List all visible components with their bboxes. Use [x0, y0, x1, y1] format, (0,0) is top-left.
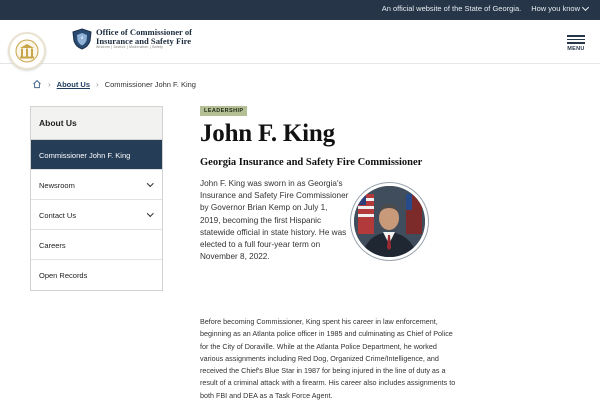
sidebar-item-newsroom[interactable] [31, 170, 162, 200]
sidebar-item-label: Contact Us [39, 211, 77, 220]
section-sidebar-nav [30, 106, 163, 291]
hamburger-icon [567, 35, 585, 37]
how-you-know-label: How you know [531, 4, 580, 13]
sidebar-item-open-records[interactable] [31, 260, 162, 290]
sidebar-item-commissioner[interactable] [31, 140, 162, 170]
agency-shield-icon [72, 28, 92, 50]
commissioner-portrait [351, 183, 428, 260]
breadcrumb-separator: › [48, 79, 51, 89]
agency-name-line1: Office of Commissioner of [96, 27, 193, 38]
breadcrumb-current: Commissioner John F. King [104, 79, 196, 89]
menu-label: MENU [567, 45, 585, 52]
agency-tagline: Wisdom | Justice | Moderation | Safety [96, 45, 164, 50]
sidebar-header[interactable]: About Us [31, 107, 162, 140]
page-title: John F. King [200, 120, 335, 147]
official-site-text: An official website of the State of Georgia. [381, 4, 522, 13]
chevron-down-icon[interactable] [147, 210, 153, 216]
sidebar-item-label: Open Records [39, 271, 88, 280]
hamburger-icon-bar [567, 39, 585, 41]
how-you-know-toggle[interactable] [531, 4, 588, 13]
sidebar-item-contact-us[interactable] [31, 200, 162, 230]
agency-logo-link[interactable] [72, 28, 192, 50]
menu-button[interactable] [564, 33, 588, 52]
georgia-seal-logo[interactable] [8, 32, 46, 70]
agency-name-line2: Insurance and Safety Fire [96, 35, 192, 46]
leadership-badge: LEADERSHIP [200, 106, 247, 116]
sidebar-item-label: Newsroom [39, 181, 75, 190]
breadcrumb-separator: › [96, 79, 99, 89]
chevron-down-icon [582, 3, 589, 10]
sidebar-item-label: Careers [39, 241, 66, 250]
page-subtitle: Georgia Insurance and Safety Fire Commissioner [200, 157, 423, 168]
chevron-down-icon[interactable] [147, 180, 153, 186]
breadcrumb [32, 79, 196, 89]
sidebar-item-label: Commissioner John F. King [39, 151, 131, 160]
home-icon[interactable] [32, 79, 42, 89]
bio-paragraph-intro: John F. King was sworn in as Georgia's Insurance and Safety Fire Commissioner by Governor Brian Kemp on July 1, 2019, becoming the first Hispanic statewide official in state history. He was elected to a full four-year term on November 8, 2022. [200, 179, 349, 262]
breadcrumb-link-about-us[interactable]: About Us [56, 79, 91, 89]
hamburger-icon-bar [567, 42, 585, 44]
official-site-banner [0, 0, 600, 20]
bio-paragraph-career: Before becoming Commissioner, King spent his career in law enforcement, beginning as an Atlanta police officer in 1985 and culminating as Chief of Police for the City of Doraville. While at the Atlanta Police Department, he worked various assignments including Red Dog, Organized Crime/Intelligence, and received the Chief's Blue Star in 1987 for being injured in the line of duty as a result of a criminal attack with a firearm. His career also includes assignments to both FBI and DEA as a Task Force Agent. [200, 317, 456, 400]
sidebar-item-careers[interactable] [31, 230, 162, 260]
site-header [0, 20, 600, 64]
